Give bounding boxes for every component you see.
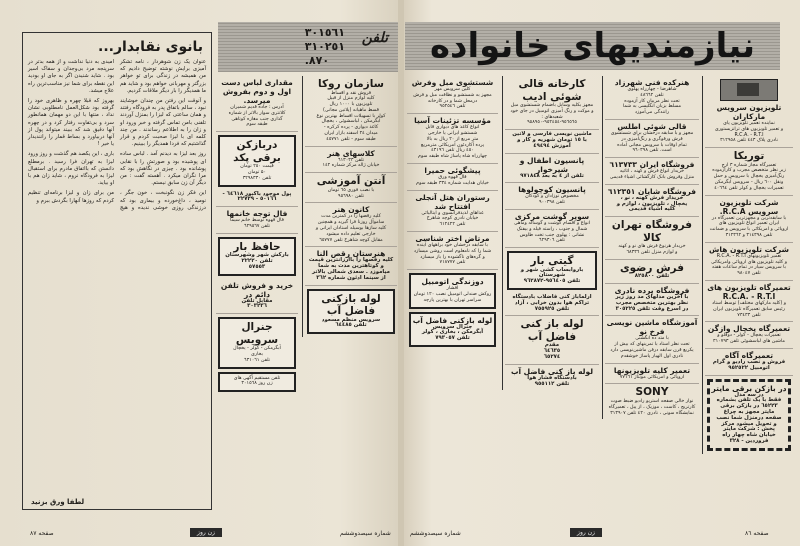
classified-ad — [605, 284, 699, 316]
ad-text: ٦٤٦٣٥ — [543, 348, 561, 355]
article-paragraph: من برای زان و لیزا برنامه‌ای تنظیم کردم که روزها آنهارا بگردش ببرم و — [28, 190, 114, 204]
ad-text: بخاری — [251, 352, 263, 358]
classified-ad — [605, 158, 699, 185]
ad-text: رانندگی می‌آموزد — [634, 110, 670, 116]
ad-title: مؤسسه تزئینات آسیا — [414, 116, 491, 126]
ad-title: فروشگاه پرده نادری — [614, 286, 690, 296]
ad-text: نماینده تعمیر تلویزیون پای — [723, 121, 775, 126]
ad-text: قیمت ٢٥٠ تومان — [240, 164, 274, 170]
ad-text: و (کلیه مارکهای مختلف) توسط استاد — [711, 301, 787, 307]
ad-text: اروپائی و امریکائی مونتاژ ٧٧١٦١ — [619, 374, 685, 380]
ad-title: سازمان روکا — [318, 78, 384, 90]
ad-text: و لوازم منزل تلفن ٦٨٣٣٦ — [626, 249, 678, 255]
ad-text: خیابان هدایت شماره ٣٣٤ طبقه سوم — [416, 180, 489, 186]
ad-text: با آخرین مدلهای مد روز زیر — [615, 294, 689, 301]
ad-column — [702, 76, 795, 454]
ad-text: متر مربع از ٢٠ ریال به بالا — [426, 136, 479, 142]
ad-text: شما را که نامعلوم است روشن میسازد — [413, 248, 492, 254]
ad-title: توریکا — [733, 150, 765, 163]
ad-text: خریدار فرش کهنه ، نو ، — [620, 194, 684, 201]
ad-text: ٣٠٣٢٣٦ — [247, 303, 267, 310]
ad-text: تلفن ٩٥٦٩٨٠ — [338, 193, 364, 199]
ad-text: تلفن ٨٢٥٨٠٠ — [634, 273, 670, 280]
classified-ad — [305, 76, 397, 147]
ad-text: کلیه رقصها را در کمترین مدت — [321, 214, 381, 220]
ad-text: در سه مدل — [734, 391, 764, 398]
classified-ad — [216, 279, 298, 315]
classified-ad — [305, 203, 397, 247]
classified-ad — [218, 135, 296, 186]
classified-ad — [407, 76, 498, 114]
ad-text: شاهرضا - چهارراه پهلوی — [627, 87, 677, 92]
ad-title: خرید و فروش تلفن دائم در — [220, 280, 294, 299]
ad-text: ٥٠١٦٦ - ٢٢٧٢٩ — [237, 196, 277, 203]
ad-text: انواع کاغذ های دیواری قابل — [425, 125, 480, 131]
ad-text: مخصوص نوزادان و کودکان — [525, 194, 579, 200]
ad-text: آبگرمکن ، لباسشوئی ، یخچال — [321, 119, 381, 125]
ad-title: تعمیر کلیه تلویزیونها — [613, 365, 691, 375]
ad-text: با سابقه‌ترین و مجهزترین تعمیرگاه در — [711, 215, 787, 221]
ad-text: کاغذ دیواری - پرده کرکره - — [323, 125, 379, 131]
phone-box — [218, 22, 400, 72]
ad-text: خریدار هرنوع فرش های نو و کهنه — [618, 244, 686, 250]
ad-text: مقابل تلفن — [241, 297, 273, 304]
ad-text: گذاری جنب مغازه کوتاهی — [231, 116, 283, 122]
ad-text: تحت نظر مربیان کار آزموده — [624, 98, 680, 104]
ad-title: لوله باز کنی فاضل آب — [520, 318, 584, 343]
classified-ad — [605, 120, 699, 158]
classified-ad — [505, 365, 599, 391]
ad-title: سوپر گوشت مرکزی — [514, 211, 590, 221]
ad-title: شرکت تلویزیون هاش — [709, 244, 789, 254]
ad-title: گیتی بار — [530, 255, 574, 268]
ad-text: با نصب فوری ٦٥ تومان — [327, 187, 375, 193]
ad-title: شستشوی مبل وفرش — [411, 78, 494, 87]
phone-number: ٨٧٠. — [304, 54, 330, 67]
ad-title: تعمیرگاه یخچال وازگن — [707, 324, 791, 334]
ad-column — [302, 76, 399, 337]
ad-text: ٦٥٢٢٣ در بازکن برقی — [720, 403, 778, 410]
ad-text: ونقل ٦٠٠ ریال - سرویس آبگرمکن — [714, 180, 784, 186]
ad-title: هنرکده فنی شهرزاد — [614, 78, 690, 87]
classified-ad — [605, 364, 699, 385]
classified-ad — [407, 191, 498, 232]
ad-text: میدان ٢٤ اسفند بازار ایران — [324, 131, 378, 137]
ad-text: سرویس منظم مسعود — [321, 316, 381, 323]
ad-text: بارکش شهر وشهرستان — [225, 252, 289, 259]
ad-text: نشانی : پهلوی جنب تخت طاوس — [519, 232, 585, 238]
ad-text: طبقه سوم — [246, 122, 268, 128]
ad-text: تلفن ٩٠٠٣٩٨ — [539, 200, 565, 206]
classified-ad — [216, 207, 298, 234]
ad-text: زن روز ٣٠١٥٦٨ — [241, 381, 273, 387]
ad-text: خارجی تعلیم داده میشود — [326, 231, 376, 237]
ad-title: تعمیرگاه تلویزیون های R.C.A. - R.T.I — [707, 283, 791, 302]
ad-title: کارخانه قالی شوئی ادیب — [518, 78, 586, 103]
ad-text: کلیه لوازم منزل از قبیل — [327, 96, 375, 102]
classified-ad — [305, 247, 397, 285]
classified-ad — [705, 148, 793, 195]
ad-text: غذاهای لذیذ‌فرانسوی و ایتالیائی — [421, 210, 484, 216]
ad-text: زیر نظر متخصص مجرب و کارآزموده — [712, 168, 786, 174]
ad-text: ٥٧٥٥٣ — [248, 263, 266, 270]
ad-text: یخچال ، تلویزیون ، لوازم و — [616, 200, 688, 207]
ad-title: مرتاض اختر شناسی — [415, 233, 490, 243]
classified-ad — [605, 384, 699, 419]
ad-text: افشار — [446, 286, 459, 292]
classified-ad — [505, 130, 599, 153]
classified-ad — [305, 173, 397, 203]
classified-ad — [605, 260, 699, 284]
ad-text: با سابقه درخشان خود براههای آینده — [417, 242, 488, 248]
ad-text: تمام اوقات با سرویس مجانی آماده — [617, 142, 687, 148]
classified-ad — [705, 322, 793, 349]
ad-title: آموزشگاه ماشین نویسی فرخ نو — [606, 318, 698, 337]
ad-text: تعمیرات یخچال و کولر تلفن ٤٠٦٦٤ — [714, 185, 784, 191]
ad-title: رستوران هتل آنجلی افتتاح شد — [415, 192, 490, 211]
classified-ad — [409, 312, 496, 347]
ad-text: جنرال سرویس — [432, 323, 473, 330]
phone-number: ٣١٠٢٥١ — [304, 40, 345, 53]
classified-ad — [605, 217, 699, 260]
classified-ad — [218, 317, 296, 368]
ad-text: پخش : شرکت مایتر — [723, 426, 775, 433]
article-paragraph: روز بعد لیزا به دیدنم آمد . لباس ساده ای پوشیده بود و صورتش را با نقابی پوشانده بود . چیزی در نگاهش بود که مرا نگران میکرد . آهسته گفت : من دیگر آن زن سابق نیستم. — [120, 151, 206, 187]
ad-text: تلفن از ٤ به بعد ٩٧١٨٤٨ — [520, 172, 584, 179]
ad-text: مجهز به شستشو و نظافت مبل و فرش — [413, 92, 492, 98]
ad-text: تلفن ٧١٨٧٧٧ — [439, 260, 466, 266]
ad-text: کلیه سازها بوسیله استادان ایرانی و — [315, 225, 387, 231]
article-paragraph: عنوان یک زن شوهردار ، نامه تشکر آمیزی برایش نوشته توضیح دادیم که من همیشه در زندگی برای تو خواهر بزرگتر و مهربانی خواهم بود و شاید هم ما همدیگر را بار دیگر ملاقات کردیم. — [120, 59, 206, 94]
ad-text: شمال و جنوب ، راسته فیله و بیفتک — [516, 226, 588, 232]
classified-ad — [505, 210, 599, 248]
classified-ad — [307, 289, 395, 335]
ad-text: نمایشگاه سونی ، نادری ٤٢٠ تلفن ٣١٣٩٠٧ — [610, 410, 694, 416]
television-image — [720, 79, 778, 101]
classified-ad — [707, 379, 791, 451]
ad-text: پول موجود باکبور ٦٤٦١٨ - — [222, 190, 292, 197]
ad-text: با سرویس سیار در تمام ساعات هفته — [712, 265, 786, 271]
ad-text: مقدم — [544, 342, 560, 349]
phone-number: ٣٠١٥٦١ — [304, 26, 345, 39]
ad-text: کولر با تسهیلات اقساط بهترین نوع — [316, 113, 386, 119]
ad-text: آموزش ٤٩٤٩٤ — [533, 142, 571, 149]
ad-title: شرکت تلویزیون سرویس R.C.A. — [719, 197, 779, 216]
ad-text: یکربع قرن سابقه درفن ماشین‌نویسی دارد — [610, 348, 694, 354]
classified-ad — [216, 76, 298, 132]
classified-ad — [605, 316, 699, 363]
ad-column — [405, 76, 500, 350]
ad-text: طبقه سوم - تلفن ٤٥٧٧١ — [326, 136, 376, 142]
ad-text: تعمیرگاه مجاز شماره ٣ ارج — [721, 162, 777, 168]
ad-text: نظر بهترین متخصص مجرب — [615, 299, 689, 306]
ad-title: پانسیون اطفال و شیرخوار — [519, 155, 585, 174]
classified-ad — [705, 349, 793, 376]
ad-title: قالی شوئی اطلس — [617, 121, 687, 131]
issue-number: شماره سیصدوششم — [410, 530, 461, 537]
ad-text: فروش و نصب رادیو و گرام — [712, 359, 786, 366]
classified-ad — [218, 237, 296, 276]
ad-text: ٤٥٠ ریال تلفن ٤٣١٩٦ — [431, 148, 474, 154]
ad-text: تلفن ٣١٤٣٩٨ و ٣١٢٣٦٢ — [725, 233, 773, 239]
ad-title: فرش رضوی — [620, 261, 684, 274]
classified-ad — [305, 147, 397, 174]
ad-column — [214, 76, 300, 395]
classified-ad — [407, 114, 498, 164]
ad-text: و تعمیر تلویزیون های ترانزیستوری — [714, 126, 784, 132]
ad-text: میاموزد . سعدی شمالی بالاتر — [312, 268, 390, 275]
ad-text: با ١٥ تومان شهریه و کار و — [517, 136, 587, 143]
ad-text: تلفن ٢٢٢٢٠ — [241, 258, 273, 265]
ad-text: تلفن ٩٨٠٤٧ — [737, 271, 761, 277]
ad-text: تعمیر تلویزیونهای R.C.A. - R.T.I — [716, 253, 782, 259]
banner-title: نیازمندیهای خانواده — [429, 26, 756, 66]
continue-note: لطفا ورق بزنید — [31, 498, 85, 506]
ad-text: مایتر مجهز به چراغ — [723, 409, 775, 416]
ad-title: حافظ بار — [233, 240, 281, 253]
ad-title: کانون هنر — [332, 205, 370, 215]
ad-title: جنرال سرویس — [235, 321, 279, 346]
ad-text: کلیه رقصها را باارزانترین قیمت — [308, 257, 394, 264]
ad-text: انواع و اقسام گوشت و گوساله وماهی — [513, 220, 591, 226]
ad-text: و تحویل میشود مرکز — [721, 420, 777, 427]
ad-title: در بازکن برقی مایتر — [711, 383, 787, 393]
ad-text: درمحل شما و در کارخانه — [427, 98, 478, 104]
ad-text: ٩٥٦٥٦٥-٩٥٢٤٥٤-٩٥٨٩٥٠ — [527, 120, 577, 126]
ad-text: تلفن ٦٢٩٣٠٦ — [539, 238, 565, 244]
ad-text: تحت نظر استاد با تمرینهای که بیش از — [614, 342, 690, 348]
ad-text: پرده آکاردئون آمریکائی مترمربع — [420, 142, 485, 148]
ad-text: از سینما ادئون شماره ٣٦٢ — [316, 274, 386, 281]
ad-text: رنگ‌آمیزی یخچال با سرویس و حمل — [713, 174, 785, 180]
classified-ad — [605, 76, 699, 120]
ad-text: تعمیرات یخچال - کولر - دوقلو و — [717, 333, 781, 339]
ad-text: تلفن مستقیم آگهی های — [233, 375, 281, 381]
ad-text: ماشین نویسی فارسی و لاتین — [512, 131, 592, 138]
ad-column — [602, 76, 701, 419]
magazine-logo: زن روز — [190, 528, 222, 537]
ad-text: باروابساب کشی شهر و شهرستان — [520, 266, 584, 279]
ad-text: فروش نقد و اقساط — [330, 90, 372, 96]
ad-title: فال توجه خانمها — [226, 209, 288, 219]
ad-text: ایران تعمیر انواع تلویزیون های — [718, 221, 780, 227]
ad-text: ۵٠ تومان — [247, 169, 267, 175]
ad-text: تلفن ٦٤٤٨٥ — [335, 322, 367, 329]
ad-text: کارتریج ، کاست ، موزیک ، از پیل ، تعمیرگاه — [608, 404, 696, 410]
ad-text: و گره‌های ناگشوده را باز میسازد — [420, 254, 485, 260]
ad-text: تلفن ٣٢٩٨٣٣٠ — [242, 175, 272, 181]
issue-number: شماره سیصدوششم — [340, 530, 391, 537]
ad-text: تلفن ٧٥٥٩٢٥ — [534, 305, 570, 312]
ad-text: ساموآل روزنا فرا گیرید و همچنین — [317, 220, 385, 226]
ad-text: بادستگاه فشار هوا — [527, 374, 577, 381]
ad-text: رئیس سابق تعمیرگاه تلویزیون ایران — [713, 306, 785, 312]
ad-title: مقداری لباس دست اول و دوم بفروش میرسد. — [221, 78, 293, 105]
ad-title: تعمیرگاه آگاه — [724, 351, 774, 361]
ad-text: فال قهوه توسط خانم سیما — [230, 218, 284, 224]
classified-ad — [705, 243, 793, 281]
classified-ad — [507, 251, 597, 290]
ad-title: فروشگاه ایران ٦١٣٧٣٣ — [609, 160, 695, 170]
ad-text: تراکم هوا بدون خرابی ، آزاد — [514, 299, 590, 306]
ad-title: فروشگاه تهران کالا — [611, 219, 693, 244]
ad-text: تلفن ٦٣١٠٦١ — [244, 357, 270, 363]
ad-text: نادری پلاک ٤٤٣ تلفن ٣١٢٩٥٨ — [720, 138, 778, 144]
ad-text: تلفن ٧٣٤٣٣ — [737, 312, 761, 318]
ad-text: خیابان نادری کوچه شاهرخ — [426, 216, 479, 222]
ad-title: لوله باز کنی فاضل آب — [510, 366, 594, 376]
ad-text: فرش ورفوگری و رنگ‌آمیزی در — [621, 136, 683, 142]
ad-text: ٦٥٢٧٤ — [543, 354, 561, 361]
ad-text: تلفن ٩٥٦٤٠٥-٩٦٢٨٧٢ — [523, 278, 581, 285]
phone-box-label: تلفن — [361, 30, 388, 46]
classified-ad — [505, 154, 599, 184]
page-number: صفحه ٨٦ — [745, 530, 769, 537]
classified-ad — [505, 76, 599, 130]
article-body — [23, 59, 211, 212]
ad-title: دوزندگی اتومبیل — [421, 277, 484, 287]
ad-text: مجهز و با سابقه درخشان برای شستشوی — [610, 130, 694, 136]
ad-text: خیابان ژاله مرکز شماره ١٤٢ — [322, 163, 380, 169]
ad-title: کلاسهای هنر — [327, 148, 375, 158]
ad-text: آبگرمکن - کولر - یخچال — [233, 346, 281, 352]
ad-text: کلین سرویس مهر — [434, 87, 471, 92]
ad-text: با متد ده انگشتی — [635, 336, 669, 342]
ad-text: نادری اول الهیار پاساژ خوشقدم — [620, 353, 684, 359]
classified-ad — [705, 281, 793, 322]
ad-title: فروشگاه شایان ٦١٢٣٥١ — [607, 186, 697, 196]
ad-title: آنتن آموزشی — [316, 175, 386, 188]
classified-ad — [605, 185, 699, 217]
ad-title: تلویزیون سرویس مارکاران — [716, 103, 782, 121]
ad-text: و کوتاهترین مدت به شما — [318, 263, 384, 270]
ad-text: صفحه درمنزل شما نصب — [716, 414, 782, 421]
page-number: صفحه ٨٧ — [30, 530, 54, 537]
ad-title: پانسیون کوچولوها — [518, 185, 586, 195]
classified-ad — [505, 316, 599, 364]
ad-title: لوله بازکنی فاضل آب — [321, 292, 381, 318]
ad-title: SONY — [635, 386, 669, 399]
classified-ad — [705, 76, 793, 148]
ad-text: تلفن ٩٥٥١١٢ — [534, 380, 570, 387]
ad-text: مسلط بزبان انگلیسی به شما — [622, 104, 682, 110]
ad-text: فقط با یک تلفن بشماره — [716, 397, 782, 404]
classified-ad — [218, 372, 296, 393]
ad-text: روکش صندلی اتومبیل نصب ١٢٠ تومان — [413, 291, 492, 297]
ad-text: اتومبیل ٩٥٢٥٢٢ — [728, 364, 770, 371]
ad-text: R.C.A. - R.T.I — [734, 132, 764, 138]
ad-text: مقابل کوچه شاهرخ تلفن ٦٥٧٧٧ — [319, 237, 383, 243]
classified-ad — [409, 273, 496, 308]
ad-text: تلفن ٤٨٦٦٢ — [640, 92, 664, 98]
ad-text: تلفن ٩٥٢٥٤٦ — [439, 104, 466, 110]
article-title: بانوی نقابدار... — [98, 39, 203, 55]
ad-title: هنرستان رقص النا — [316, 249, 386, 259]
article-paragraph: بهروز که قبلا چهره و ظاهری خود را گرفته بود شکل‌العمل نامطلوبی نشان نداد ، منتها با این دو مهمان همانطور سرد و بی‌تفاوت رفتار کرد و در چهره آنها دقیق شد که ببیند میتواند پول از آنها دربیاورد و بساط قمار را رانندیدار یا خیر ! — [28, 98, 114, 148]
classified-ad — [505, 293, 599, 316]
ad-text: شعبه‌های : — [541, 114, 563, 120]
ad-text: آبگرمکن ، بخاری ، کولر — [421, 329, 484, 336]
ad-title: پیشگوئی حمیرا — [424, 165, 481, 175]
ad-text: و کلیه تلویزیون های اروپائی وامریکائی — [710, 259, 788, 265]
classified-ad — [705, 196, 793, 243]
ad-text: نوار خالی صفحه استریو رادیو ضبط صوت — [610, 398, 694, 404]
ad-text: اروپائی و امریکائی با سرویس و ضمانت — [709, 227, 789, 233]
ad-text: فروردین - ٣٢٨ — [729, 438, 769, 444]
ad-title: لوله بازکنی فاضل آب — [412, 315, 493, 325]
ad-text: خیابان شاه چهار راه — [722, 432, 776, 439]
article-paragraph: این فکر زن نگونبخت ، خون جگر ، نومید ، داغ‌خورده و بیماری بود که درزندگی روزی خوشی ندیده و هیچ امیدی به دنیا نداشت و از همه بدتر در سرپنجه مرد بی‌وجدان و سفاک اسیر بود . شاید شنیدن اگر به جای او بودید این نقطه برای شما نیز مناسب‌ترین راه علاج میشد. — [28, 59, 206, 211]
magazine-logo: زن روز — [570, 528, 602, 537]
ad-text: تلفن ٦١٢٤٢٢ — [439, 222, 466, 228]
ad-text: قسط ماهیانه (پلاتین مجانی) — [323, 107, 379, 113]
classified-ad — [505, 183, 599, 210]
ad-text: خریدار انواع فرش و کهنه ، اثاثیه — [619, 169, 685, 175]
ad-text: فال قهوه ورق — [438, 174, 467, 180]
ad-text: کلیه اشیاء قدیمی — [628, 206, 676, 213]
ad-text: چهارراه شاه پاساژ شاه طبقه سوم — [417, 154, 488, 160]
ad-text: تلفن ٧٩٣٠٥٧ — [435, 335, 470, 342]
ad-text: آدرس : جاده قدیم شمیران — [230, 105, 284, 110]
ad-text: مجهز بکلیه وسایل باضمام شستشوی مبل — [510, 103, 594, 108]
ad-column — [502, 76, 601, 390]
article — [22, 32, 212, 510]
ad-text: است. تلفن ٩٦٠٣٩٨ — [632, 148, 672, 154]
ad-text: ماشین های لباسشوئی تلفن ٣١٠٧٩٣ — [713, 339, 785, 345]
ad-text: ارلماباز کنی فاضلاب بادستگاه — [512, 294, 592, 301]
ad-text: شستشو ایرانی یا خارجی — [427, 130, 478, 136]
section-banner — [405, 22, 780, 70]
ad-text: تلویزیون با ١٠٠٠ ریال — [329, 102, 373, 108]
ad-text: منزل وفروش بانک کارگشائی اشیاء قدیمی — [609, 174, 695, 180]
article-paragraph: و آنوقت این رفتن من چندان خوشایند نبود ، سالم باتفاق پدر به فرودگاه رفتند و همان ساعتی که لیزا را بمنزل آوردند تلفنی بامن تماس گرفته و خبر ورود او و زان را به اطلاعم رساندند . من چند کلمه ای با لیزا صحبت کردم و قرار گذاشتیم که فردا همدیگر را ببینیم. — [120, 98, 206, 148]
ad-title: دربازکن برقی پکد — [233, 139, 281, 164]
classified-ad — [407, 232, 498, 270]
article-paragraph: باری ، این یکصد هم گذشت و روز ورود لیزا به تهران فرا رسید . برمطلع دانستن که بااتفاق مادرم برای استقبال لیزا به فرودگاه نروم ، شاید زان هم با او بیاید. — [28, 151, 114, 187]
classified-ad — [216, 190, 298, 208]
ad-text: سراسر تهران با بهترین پارچه — [423, 297, 482, 303]
ad-text: و موکت و رنگ آمیزی اتومبیل در جای خود — [510, 108, 594, 114]
ad-text: در اسرع وقت تلفن ٣٠٥٢٢٥ — [615, 305, 689, 312]
classified-ad — [407, 164, 498, 191]
ad-text: کلانتری سوار بالاتر از شماره — [228, 110, 286, 116]
ad-text: تلفن ٦٢٩٥٦٧ — [244, 223, 270, 229]
ad-text: تلفن ٦١٣٠٣٣ — [338, 157, 364, 163]
